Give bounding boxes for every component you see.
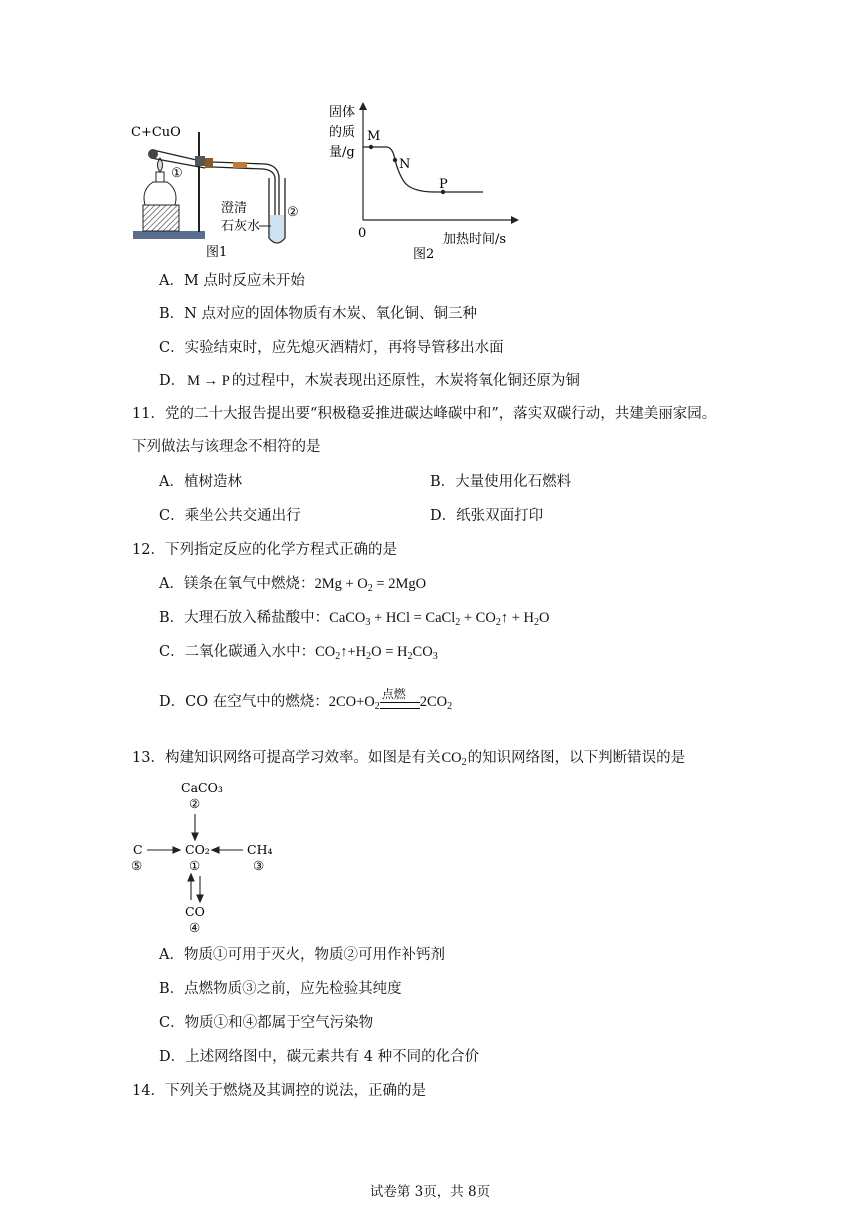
node-caco3: CaCO₃ xyxy=(181,780,223,795)
q10-option-b: B．N 点对应的固体物质有木炭、氧化铜、铜三种 xyxy=(159,306,477,322)
condition-equals-sign xyxy=(380,686,420,713)
node-c: C xyxy=(133,842,143,857)
co2-knowledge-network xyxy=(125,778,295,940)
q10-option-c: C．实验结束时，应先熄灭酒精灯，再将导管移出水面 xyxy=(159,340,504,356)
ylabel-line-2: 的质 xyxy=(329,125,356,140)
q12-a-text: A．镁条在氧气中燃烧： xyxy=(159,576,315,592)
node-3-number: ③ xyxy=(253,858,265,873)
q12-stem: 12．下列指定反应的化学方程式正确的是 xyxy=(132,542,397,558)
node-co: CO xyxy=(185,904,205,919)
alcohol-lamp xyxy=(144,182,176,205)
mass-curve xyxy=(363,147,483,192)
page-footer: 试卷第 3页，共 8页 xyxy=(369,1184,491,1200)
figure-1-apparatus xyxy=(125,110,315,260)
node-co2: CO₂ xyxy=(185,842,210,857)
q13-stem xyxy=(132,748,685,768)
xlabel: 加热时间/s xyxy=(443,232,507,247)
q12-option-b xyxy=(159,608,549,628)
q10-option-d xyxy=(159,371,580,391)
q11-option-d: D．纸张双面打印 xyxy=(430,508,544,524)
q12-option-a xyxy=(159,574,426,594)
q12-c-equation: $CO_2↑+H_2O = H_2CO_3$ xyxy=(315,644,438,662)
node-5-number: ⑤ xyxy=(131,858,143,873)
q12-d-equation: $2CO+O_2$ 点燃 $2CO_2$ xyxy=(329,694,452,710)
ylabel-line-3: 量/g xyxy=(329,145,355,160)
stand-base xyxy=(133,231,205,239)
q11-option-b: B．大量使用化石燃料 xyxy=(430,474,572,490)
q12-b-text: B．大理石放入稀盐酸中： xyxy=(159,610,330,626)
q13-option-d: D．上述网络图中，碳元素共有 4 种不同的化合价 xyxy=(159,1049,480,1065)
q13-stem-suffix: 的知识网络图，以下判断错误的是 xyxy=(467,750,686,766)
q11-stem-line-2: 下列做法与该理念不相符的是 xyxy=(132,439,321,455)
q11-stem-line-1: 11．党的二十大报告提出要“积极稳妥推进碳达峰碳中和”，落实双碳行动，共建美丽家园。 xyxy=(132,406,717,422)
reactant-label: C+CuO xyxy=(131,125,181,140)
limewater-label-1: 澄清 xyxy=(221,201,248,216)
point-p-label: P xyxy=(439,177,448,192)
q14-stem: 14．下列关于燃烧及其调控的说法，正确的是 xyxy=(132,1083,426,1099)
q11-option-c: C．乘坐公共交通出行 xyxy=(159,508,301,524)
figure-2-caption: 图2 xyxy=(413,247,435,260)
q12-option-d xyxy=(159,686,453,713)
circle-2-label: ② xyxy=(287,205,299,220)
q12-a-equation: $2Mg + O_2 = 2MgO$ xyxy=(314,576,427,594)
figure-2-graph xyxy=(325,100,525,260)
point-n xyxy=(393,158,397,162)
q12-d-text: D．CO 在空气中的燃烧： xyxy=(159,694,329,710)
q13-option-c: C．物质①和④都属于空气污染物 xyxy=(159,1015,374,1031)
circle-1-label: ① xyxy=(171,166,183,181)
q10-d-suffix: 的过程中，木炭表现出还原性，木炭将氧化铜还原为铜 xyxy=(231,373,580,389)
q12-b-equation: CaCO$_3$ + HCl = CaCl$_2$ + $CO_2↑ + H_2O$ xyxy=(329,610,550,628)
node-4-number: ④ xyxy=(189,920,201,935)
q13-stem-co2: $CO_2$ xyxy=(441,750,467,768)
q10-d-prefix: D． xyxy=(159,373,186,389)
node-2-number: ② xyxy=(189,796,201,811)
point-m xyxy=(369,145,373,149)
support-block xyxy=(143,205,179,231)
q13-option-a: A．物质①可用于灭火，物质②可用作补钙剂 xyxy=(159,947,445,963)
node-ch4: CH₄ xyxy=(247,842,273,857)
q10-d-expr: M → P xyxy=(187,373,230,389)
node-1-number: ① xyxy=(189,858,201,873)
point-m-label: M xyxy=(367,129,381,144)
q11-option-a: A．植树造林 xyxy=(159,474,242,490)
origin-label: 0 xyxy=(358,226,367,241)
figure-1-caption: 图1 xyxy=(206,245,228,260)
point-n-label: N xyxy=(399,157,411,172)
q10-option-a: A．M 点时反应未开始 xyxy=(159,273,305,289)
q12-option-c xyxy=(159,642,438,662)
q13-option-b: B．点燃物质③之前，应先检验其纯度 xyxy=(159,981,402,997)
limewater-label-2: 石灰水 xyxy=(221,219,261,234)
q12-c-text: C．二氧化碳通入水中： xyxy=(159,644,316,660)
q13-stem-prefix: 13．构建知识网络可提高学习效率。如图是有关 xyxy=(132,750,441,766)
q12-d-condition: 点燃 xyxy=(381,686,406,701)
ylabel-line-1: 固体 xyxy=(329,105,356,120)
